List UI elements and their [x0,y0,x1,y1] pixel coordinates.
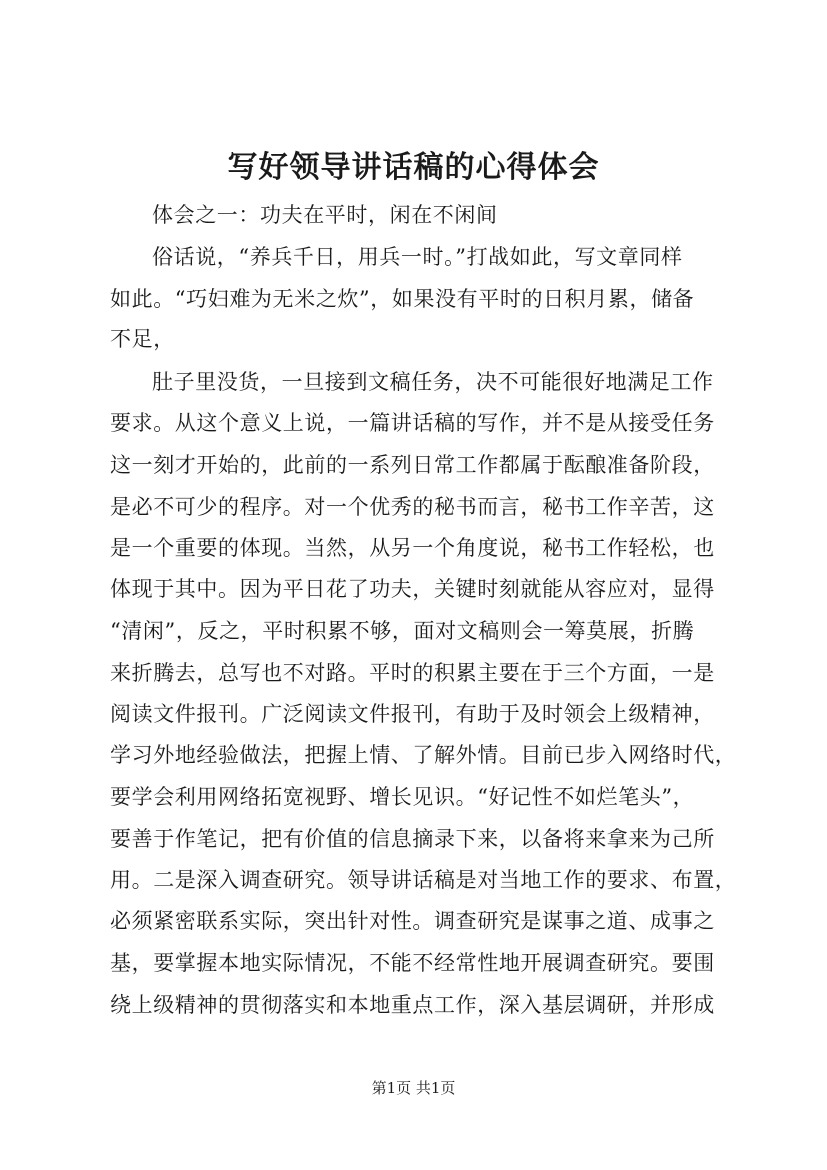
paragraph-line: 基，要掌握本地实际情况，不能不经常性地开展调查研究。要围 [110,951,715,975]
paragraph-line: 阅读文件报刊。广泛阅读文件报刊，有助于及时领会上级精神， [110,702,715,726]
page-number-footer: 第1页 共1页 [371,1079,456,1097]
paragraph-line: 要学会利用网络拓宽视野、增长见识。“好记性不如烂笔头”， [110,785,695,809]
paragraph-line: “清闲”，反之，平时积累不够，面对文稿则会一筹莫展，折腾 [110,619,695,643]
paragraph-line: 学习外地经验做法，把握上情、了解外情。目前已步入网络时代， [110,743,737,767]
paragraph-line: 必须紧密联系实际，突出针对性。调查研究是谋事之道、成事之 [110,909,715,933]
paragraph-line: 俗话说，“养兵千日，用兵一时。”打战如此，写文章同样 [152,245,683,269]
paragraph-line: 肚子里没货，一旦接到文稿任务，决不可能很好地满足工作 [152,370,714,394]
paragraph-line: 绕上级精神的贯彻落实和本地重点工作，深入基层调研，并形成 [110,993,715,1017]
paragraph-line: 是一个重要的体现。当然，从另一个角度说，秘书工作轻松，也 [110,536,715,560]
document-title: 写好领导讲话稿的心得体会 [227,150,600,185]
paragraph-line: 这一刻才开始的，此前的一系列日常工作都属于酝酿准备阶段， [110,453,715,477]
paragraph-line: 要求。从这个意义上说，一篇讲话稿的写作，并不是从接受任务 [110,411,715,435]
paragraph-line: 来折腾去，总写也不对路。平时的积累主要在于三个方面，一是 [110,661,715,685]
paragraph-line: 如此。“巧妇难为无米之炊”，如果没有平时的日积月累，储备 [110,287,695,311]
paragraph-line: 用。二是深入调查研究。领导讲话稿是对当地工作的要求、布置， [110,868,737,892]
section-heading: 体会之一：功夫在平时，闲在不闲间 [152,203,498,227]
paragraph-line: 体现于其中。因为平日花了功夫，关键时刻就能从容应对，显得 [110,577,715,601]
paragraph-line: 要善于作笔记，把有价值的信息摘录下来，以备将来拿来为己所 [110,827,715,851]
paragraph-line: 不足， [110,327,175,351]
paragraph-line: 是必不可少的程序。对一个优秀的秘书而言，秘书工作辛苦，这 [110,495,715,519]
